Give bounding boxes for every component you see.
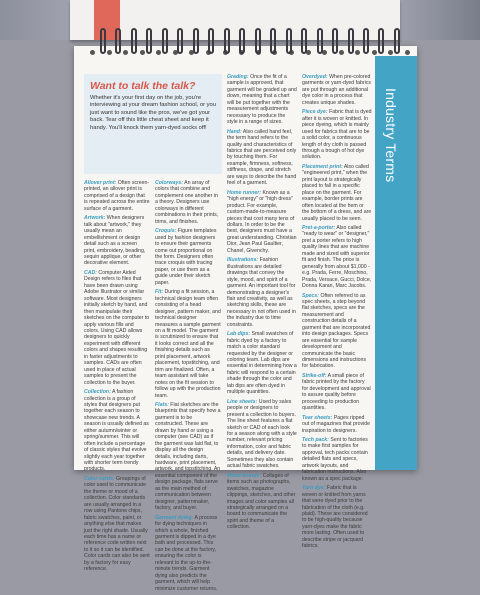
glossary-definition: An array of colors that combine and complement one another in a theory. Designers use colorways in different combinations in their prints, trims, and finishes. [155,180,219,225]
glossary-term: Collection: [84,389,111,396]
glossary-entry [227,257,297,328]
glossary-definition: Known as a "high energy" or "high dress" product. For example, custom-made-to-measure pieces that cost many tens of dollars. In order to be the best, designers must have a great understanding. Christian Dior, Jean Paul Gaultier, Chanel, Givenchy. [227,189,297,254]
glossary-definition: Also called "ready to wear" or "designer," pret a porter refers to high quality lines that are machine made and sized with superior fit and finish. The price is generally from about $1,000 - e.g. Prada, Ferre, Moschino, Prada, Versace, Gucci, Dolce, Donna Karan, Marc Jacobs. [302,224,372,290]
intro-box [84,74,222,174]
glossary-definition: When pre-colored garments or yarn-dyed fabrics are put through an additional dye color in a process that creates unique shades. [302,74,371,106]
glossary-definition: A fashion collection is a group of styles that designers put together each season to showcase new trends. A season is usually defined as either autumn/winter or spring/summer. This will often include a percentage of classic styles that evolve slightly each year together with shorter term trendy products. [84,389,149,473]
glossary-entry [155,515,221,592]
glossary-definition: Fabric that is woven or knitted from yarns that were dyed prior to the fabrication of the cloth (e.g. plaid). These are considered to be high-quality because yarn-dyes make the fabric more lasting. Often used to describe stripe or jacquard fabrics. [302,485,368,550]
column-4 [302,74,372,553]
glossary-definition: Often referred to as spec sheets, a step beyond flat sketches, specs are the measurement and construction details of a garment that are incorporated into design packages. Specs are essential for sample development and communicate the basic dimensions and instructions for fabrication. [302,292,371,370]
glossary-definition: During a fit session, a technical design team often consisting of a head designer, pattern maker, and technical designer measures a sample garment on a fit model. The garment is scrutinized to ensure that it looks correct and all the finishing details such as print placement, artwork placement, topstitching, and trim are finalized. Often, a team assistant will take notes on the fit session to follow up with the production team. [155,289,221,399]
glossary-definition: Small swatches of fabric dyed by a factory to match a color standard requested by the designer or coloring team. Lab dips are essential in determining how a fabric will respond to a certain shade through the color and lab dips are often dyed in multiple quantities. [227,331,297,396]
glossary-term: Croquis: [155,228,177,235]
glossary-term: Illustrations: [227,257,259,264]
glossary-entry [302,164,372,222]
glossary-term: Line sheets: [227,398,258,405]
glossary-entry [84,215,150,267]
glossary-definition: Also called hand feel, the term hand refers to the quality and characteristics of fabrics that are perceived only by touching them. For example, firmness, softness, stiffness, drape, and stretch are ways to describe the hand feel of a garment. [227,128,297,187]
glossary-entry [302,485,372,550]
glossary-entry [302,415,372,434]
glossary-entry [155,228,221,286]
glossary-term: Flats: [155,401,169,408]
glossary-term: Fit: [155,289,164,296]
intro-title: Want to talk the talk? [90,80,196,92]
glossary-definition: Pages ripped out of magazines that provide inspiration to designers. [302,414,371,434]
glossary-definition: Collages of items such as photographs, swatches, magazine clippings, sketches, and other images and color samples all strategically arranged on a board to communicate the spirit and theme of a collection. [227,472,296,531]
glossary-entry [227,331,297,396]
glossary-term: Garment dying: [155,514,194,521]
glossary-definition: Often screen-printed, an allover print is comprised of a design that is repeated across the entire surface of a garment. [84,180,150,212]
glossary-definition: A small piece of fabric printed by the factory for development and approval to assure quality before proceeding to production quantities. [302,372,371,412]
glossary-definition: When designers talk about "artwork," they usually mean an embellishment or design detail such as a screen print, embroidery, beading, sequin applique, or other decorative element. [84,215,146,267]
glossary-definition: A process for dying techniques in which a whole, finished garment is dipped in a dye bath and processed. This can be done at the factory, ensuring the color is relevant to the up-to-the-minute trends. Garment dying also predicts the garment, which will help minimize customer returns. [155,514,218,592]
glossary-term: Overdyed: [302,74,328,80]
glossary-term: Yarn dye: [302,485,326,492]
glossary-definition: Once the fit of a sample is approved, that garment will be graded up and down, meaning that a chart will be put together with the measurement adjustments necessary to produce the style in a range of sizes. [227,74,297,126]
glossary-term: Color cards: [84,475,115,482]
notebook-page [74,46,417,592]
glossary-entry [155,180,221,225]
glossary-term: Placement print: [302,163,343,170]
glossary-definition: Groupings of color used to communicate the theme or mood of a collection. Color standards are usually arranged in a row using Pantone chips, fabric swatches, paint, or anything else that makes just the right shade. Usually each time has a name or reference code written next to it so it can be identified. Color cards can also be sent by a factory for easy reference. [84,475,150,573]
glossary-entry [155,289,221,399]
spiral-binding [100,28,400,56]
glossary-definition: Used by sales people or designers to present a collection to buyers. The line sheet features a flat sketch or CAD of each look for a season along with a style number, relevant pricing information, color and fabric details, and delivery date. Sometimes they also contain actual fabric swatches. [227,398,297,470]
glossary-term: Strike-off: [302,372,327,379]
sidebar [375,56,417,470]
glossary-term: Specs: [302,292,320,299]
glossary-entry [84,180,150,212]
glossary-entry [227,190,297,255]
column-1 [84,180,150,576]
glossary-term: Tear sheets: [302,414,333,421]
glossary-term: Home runner: [227,189,262,196]
column-3 [227,74,297,534]
glossary-entry [227,473,297,531]
glossary-definition: Fabric that is dyed after it is woven or knitted. In piece dyeing, which is mainly used for fabrics that are to be a solid color, a continuous length of dry cloth is passed through a trough of hot dye solution. [302,109,372,161]
glossary-definition: Figure templates used by fashion designers to ensure their garments come out proportional on the form. Designers often trace croquis with tracing paper, or use them as a guide under their sketch paper. [155,228,217,286]
glossary-term: Mood boards: [227,472,262,479]
glossary-definition: Sent to factories to make first samples for approval, tech packs contain detailed flats and specs, artwork layouts, and fabrication instructions. Also known as a spec package. [302,437,368,482]
glossary-term: Lab dips: [227,331,251,338]
glossary-entry [302,437,372,482]
glossary-entry [84,270,150,386]
glossary-definition: Also called "engineered print," when the print layout is strategically placed to fall in a specific place on the garment. For example, border prints are often located at the hem or the bottom of a dress, and are usually placed to be seen. [302,163,372,222]
glossary-term: Tech pack: [302,437,329,444]
glossary-term: Colorways: [155,180,183,186]
glossary-entry [227,74,297,126]
column-2 [155,180,221,595]
glossary-entry [302,74,372,106]
glossary-entry [84,476,150,573]
glossary-term: Allover print: [84,180,117,186]
glossary-entry [302,225,372,290]
glossary-term: Artwork: [84,215,106,222]
glossary-term: Pret-a-porter: [302,224,336,231]
glossary-definition: Flat sketches are the blueprints that specify how a garment is to be constructed. These are drawn by hand or using a computer (see CAD) as if the garment was laid flat, to display all the design details, including darts, hardware, print placement, artwork, and topstitching. An essential component of the design package, flats serve as the main method of communication between designer, patternmaker, factory, and buyer. [155,401,221,512]
glossary-term: Hand: [227,128,242,135]
glossary-term: Piece dye: [302,109,328,116]
glossary-entry [302,293,372,370]
glossary-entry [227,129,297,187]
glossary-entry [84,389,150,473]
glossary-entry [302,373,372,412]
intro-text: Whether it's your first day on the job, you're interviewing at your dream fashion school, or you just want to sound like the pros, we've got your back. Tear off this little cheat sheet and keep it handy. You'll knock them yarn-dyed socks off! [90,95,216,131]
glossary-entry [302,109,372,161]
glossary-entry [227,399,297,470]
glossary-entry [155,402,221,512]
sidebar-title: Industry Terms [383,88,399,183]
glossary-term: CAD: [84,269,97,276]
glossary-term: Grading: [227,74,249,80]
glossary-definition: Fashion illustrations are detailed drawings that convey the style, mood, and spirit of a garment. An important tool for demonstrating a designer's flair and creativity, as well as sketching skills, these are necessary in not often used in the industry due to time constraints. [227,257,296,328]
glossary-definition: Computer Aided Design refers to files that have been drawn using Adobe Illustrator or similar software. Most designers initially sketch by hand, and then manipulate their sketches on the computer to apply various fills and colors. Using CAD allows designers to quickly experiment with different colors and shapes resulting in faster adjustments to samples. CADs are often used in place of actual samples to present the collection to the buyer. [84,269,150,386]
